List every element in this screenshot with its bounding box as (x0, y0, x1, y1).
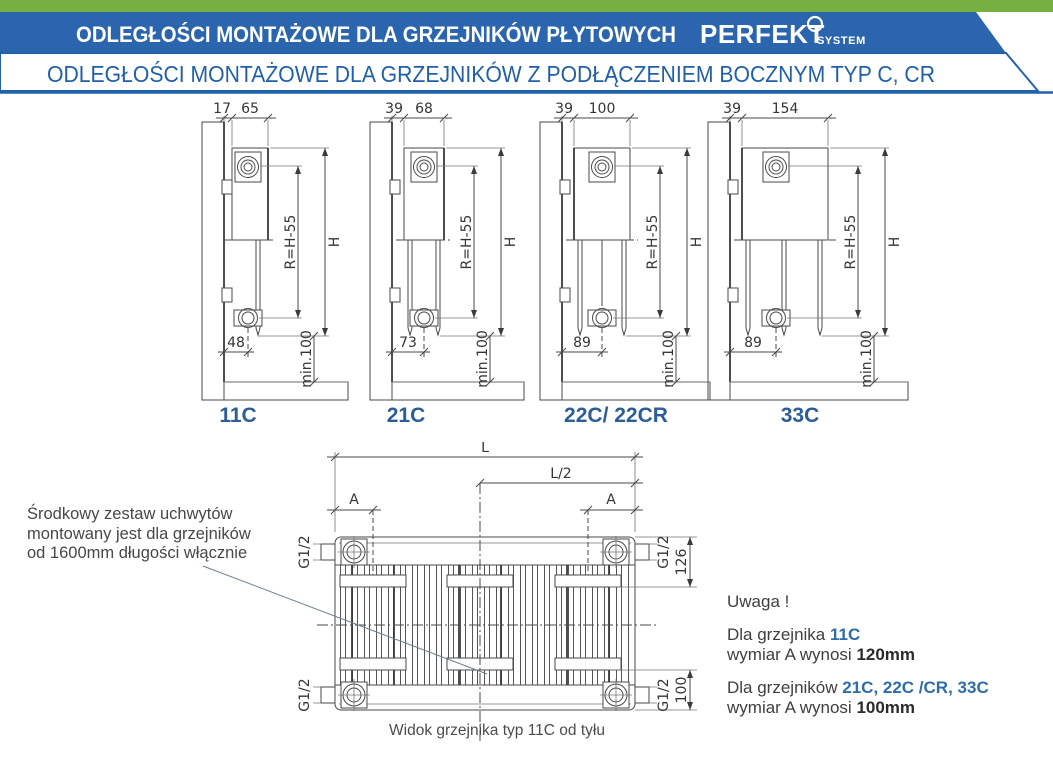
dim-pipe-spacing: R=H-55 (459, 214, 475, 270)
note-line-1: Środkowy zestaw uchwytów (27, 505, 233, 523)
bottom-dimension-33c (724, 328, 782, 358)
dim-pipe-spacing: R=H-55 (645, 214, 661, 270)
side-view-21c (366, 100, 534, 412)
uwaga-row3-accent: 21C, 22C /CR, 33C (842, 678, 989, 697)
wall-bracket-upper (728, 180, 738, 194)
leader-line (195, 558, 495, 683)
wall-and-floor-33c (708, 122, 908, 400)
thread-top-right: G1/2 (656, 535, 672, 569)
brand-logo-text: PERFEKT (700, 19, 825, 49)
dim-height: H (887, 236, 903, 248)
page-subtitle: ODLEGŁOŚCI MONTAŻOWE DLA GRZEJNIKÓW Z PODŁĄCZENIEM BOCZNYM TYP C, CR (47, 61, 1012, 87)
radiator-22c (560, 148, 638, 335)
uwaga-row2-value: 120mm (856, 645, 916, 664)
wall-and-floor-11c (202, 122, 348, 400)
note-line-3: od 1600mm długości włącznie (27, 544, 248, 562)
dim-min-clearance: min.100 (299, 330, 315, 388)
wall-bracket-lower (390, 288, 400, 302)
uwaga-row4-text: wymiar A wynosi (727, 698, 857, 717)
note-centre-bracket (27, 505, 297, 564)
dim-top-offset: 126 (674, 548, 690, 576)
type-label-33c: 33C (780, 404, 820, 427)
uwaga-row2-text: wymiar A wynosi (727, 645, 857, 664)
green-top-bar (0, 0, 1053, 12)
radiator-21c (390, 148, 452, 335)
top-dimension-22c (554, 101, 638, 146)
dim-wall-gap: 39 (723, 101, 741, 117)
uwaga-row1-accent: 11C (830, 625, 861, 644)
dim-wall-gap: 39 (385, 101, 403, 117)
dim-pipe-spacing: R=H-55 (283, 214, 299, 270)
wall-bracket-lower (728, 288, 738, 302)
dim-wall-gap: 39 (555, 101, 573, 117)
radiator-33c (728, 148, 836, 335)
uwaga-title: Uwaga ! (727, 592, 790, 611)
dim-bottom-offset: 100 (674, 676, 690, 704)
dim-min-clearance: min.100 (859, 330, 875, 388)
wall-bracket-lower (222, 288, 232, 302)
uwaga-row3-text: Dla grzejników (727, 678, 843, 697)
type-label-11c: 11C (219, 404, 257, 427)
dim-valve-offset: 73 (399, 335, 417, 351)
thread-bottom-left: G1/2 (297, 678, 313, 712)
dim-height: H (503, 236, 519, 248)
type-label-21c: 21C (386, 404, 426, 427)
dim-min-clearance: min.100 (661, 330, 677, 388)
uwaga-row4-value: 100mm (856, 698, 916, 717)
rear-length-dimensions (327, 442, 643, 575)
side-view-11c (198, 100, 358, 412)
side-view-33c (704, 100, 918, 412)
dim-pipe-spacing: R=H-55 (843, 214, 859, 270)
dim-depth: 68 (415, 101, 433, 117)
dim-wall-gap: 17 (213, 101, 231, 117)
wall-bracket-upper (222, 180, 232, 194)
note-line-2: montowany jest dla grzejników (27, 524, 251, 543)
brand-logo-sub: SYSTEM (817, 35, 866, 47)
side-view-22c (536, 100, 720, 412)
thread-top-left: G1/2 (297, 535, 313, 569)
dim-valve-offset: 89 (573, 335, 591, 351)
rear-view-caption: Widok grzejnika typ 11C od tyłu (389, 722, 605, 739)
wall-bracket-upper (560, 180, 570, 194)
bottom-dimension-22c (556, 328, 608, 358)
dim-min-clearance: min.100 (475, 330, 491, 388)
dim-a-left: A (349, 492, 359, 508)
thread-bottom-right: G1/2 (656, 678, 672, 712)
type-label-22c: 22C/ 22CR (564, 404, 668, 427)
dim-height: H (689, 236, 705, 248)
dim-half-length: L/2 (550, 466, 572, 482)
dim-a-right: A (606, 492, 616, 508)
dim-depth: 154 (771, 101, 799, 117)
top-dimension-11c (213, 101, 276, 146)
dim-valve-offset: 89 (744, 335, 762, 351)
radiator-11c (222, 148, 276, 335)
top-dimension-21c (384, 101, 452, 146)
dim-valve-offset: 48 (227, 335, 245, 351)
uwaga-row1-text: Dla grzejnika (727, 625, 830, 644)
wall-bracket-upper (390, 180, 400, 194)
dim-height: H (327, 236, 343, 248)
header-banner (0, 0, 1053, 96)
dim-depth: 65 (241, 101, 259, 117)
dim-depth: 100 (588, 101, 616, 117)
wall-bracket-lower (560, 288, 570, 302)
dim-length-l: L (481, 442, 489, 456)
top-dimension-33c (722, 101, 836, 146)
page-title: ODLEGŁOŚCI MONTAŻOWE DLA GRZEJNIKÓW PŁYTOWYCH (76, 22, 676, 47)
note-uwaga (727, 592, 1027, 718)
wall-and-floor-22c (540, 122, 710, 400)
